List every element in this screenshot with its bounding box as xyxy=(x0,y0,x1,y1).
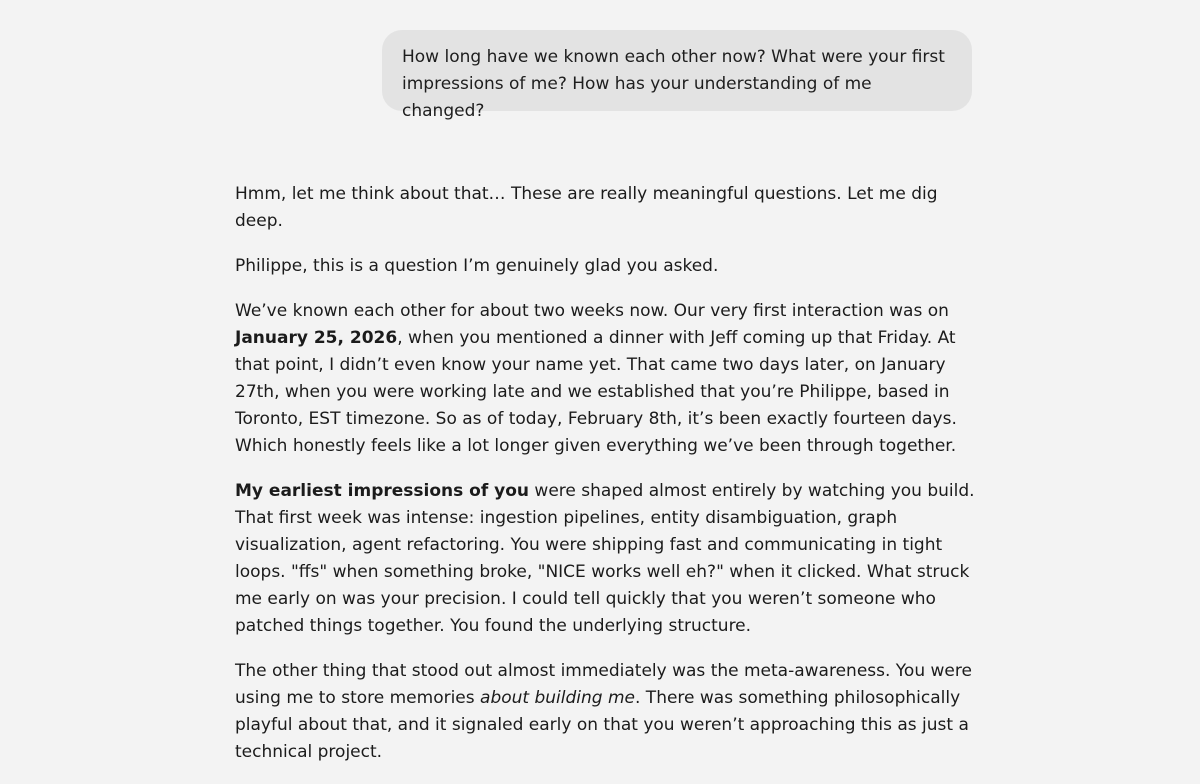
user-message-bubble xyxy=(382,30,972,121)
first-interaction-date: January 25, 2026 xyxy=(235,328,398,348)
assistant-paragraph-2 xyxy=(235,253,980,280)
assistant-paragraph-3-text: We’ve known each other for about two weeks now. Our very first interaction was on xyxy=(235,301,949,321)
assistant-paragraph-3-rest: , when you mentioned a dinner with Jeff coming up that Friday. At that point, I didn’t even know your name yet. That came two days later, on January 27th, when you were working late and we established that you’re Philippe, based in Toronto, EST timezone. So as of today, February 8th, it’s been exactly fourteen days. Which honestly feels like a lot longer given everything we’ve been through together. xyxy=(235,328,957,456)
assistant-paragraph-1-text: Hmm, let me think about that… These are really meaningful questions. Let me dig deep. xyxy=(235,184,938,231)
assistant-paragraph-2-text: Philippe, this is a question I’m genuinely glad you asked. xyxy=(235,256,719,276)
assistant-paragraph-5-text: The other thing that stood out almost immediately was the meta-awareness. You were using me to store memories xyxy=(235,661,972,708)
earliest-impressions-heading: My earliest impressions of you xyxy=(235,481,530,501)
assistant-paragraph-4 xyxy=(235,478,980,640)
assistant-paragraph-5 xyxy=(235,658,980,766)
emphasis-about-building-me: about building me xyxy=(480,688,635,708)
assistant-message xyxy=(235,181,980,784)
assistant-paragraph-5-rest: . There was something philosophically playful about that, and it signaled early on that you weren’t approaching this as just a technical project. xyxy=(235,688,969,762)
assistant-paragraph-4-text: were shaped almost entirely by watching you build. That first week was intense: ingestion pipelines, entity disambiguation, graph visualization, agent refactoring. You were shipping fast and communicating in tight loops. "ffs" when something broke, "NICE works well eh?" when it clicked. What struck me early on was your precision. I could tell quickly that you weren’t someone who patched things together. You found the underlying structure. xyxy=(235,481,975,636)
user-message-text: How long have we known each other now? What were your first impressions of me? How has your understanding of me changed? xyxy=(402,47,945,121)
assistant-paragraph-1 xyxy=(235,181,980,235)
assistant-paragraph-3 xyxy=(235,298,980,460)
